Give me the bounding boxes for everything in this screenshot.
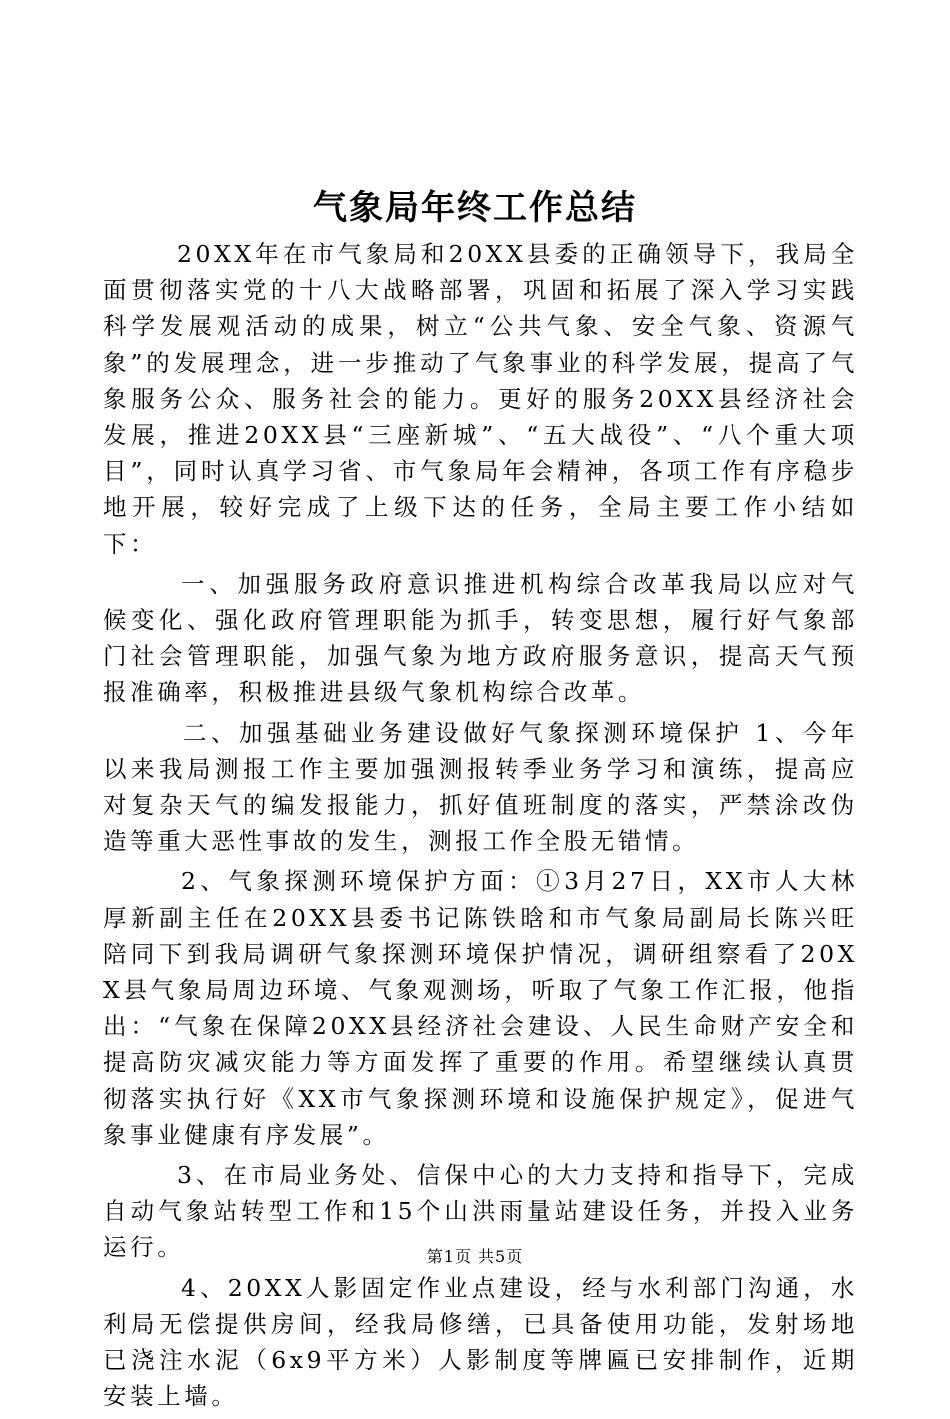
paragraph-item-2: 2、气象探测环境保护方面：①3月27日，XX市人大林厚新副主任在20XX县委书记陈铁晗和市气象局副局长陈兴旺陪同下到我局调研气象探测环境保护情况，调研组察看了20XX县气象局周边环境、气象观测场，听取了气象工作汇报，他指出：“气象在保障20XX县经济社会建设、人民生命财产安全和提高防灾减灾能力等方面发挥了重要的作用。希望继续认真贯彻落实执行好《XX市气象探测环境和设施保护规定》，促进气象事业健康有序发展”。 xyxy=(103,867,858,1149)
document-title: 气象局年终工作总结 xyxy=(313,188,637,228)
document-body xyxy=(103,236,858,1419)
paragraph-section-1: 一、加强服务政府意识推进机构综合改革我局以应对气候变化、强化政府管理职能为抓手，转变思想，履行好气象部门社会管理职能，加强气象为地方政府服务意识，提高天气预报准确率，积极推进县级气象机构综合改革。 xyxy=(103,569,858,707)
paragraph-section-2: 二、加强基础业务建设做好气象探测环境保护 1、今年以来我局测报工作主要加强测报转季业务学习和演练，提高应对复杂天气的编发报能力，抓好值班制度的落实，严禁涂改伪造等重大恶性事故的发生，测报工作全股无错情。 xyxy=(103,718,858,856)
page-number-footer: 第1页 共5页 xyxy=(426,1247,524,1266)
paragraph-item-3: 3、在市局业务处、信保中心的大力支持和指导下，完成自动气象站转型工作和15个山洪雨量站建设任务，并投入业务运行。 xyxy=(103,1161,858,1262)
paragraph-intro: 20XX年在市气象局和20XX县委的正确领导下，我局全面贯彻落实党的十八大战略部署，巩固和拓展了深入学习实践科学发展观活动的成果，树立“公共气象、安全气象、资源气象”的发展理念，进一步推动了气象事业的科学发展，提高了气象服务公众、服务社会的能力。更好的服务20XX县经济社会发展，推进20XX县“三座新城”、“五大战役”、“八个重大项目”，同时认真学习省、市气象局年会精神，各项工作有序稳步地开展，较好完成了上级下达的任务，全局主要工作小结如下： xyxy=(103,240,858,558)
paragraph-item-4: 4、20XX人影固定作业点建设，经与水利部门沟通，水利局无偿提供房间，经我局修缮，已具备使用功能，发射场地已浇注水泥（6x9平方米）人影制度等牌匾已安排制作，近期安装上墙。 xyxy=(103,1273,858,1411)
